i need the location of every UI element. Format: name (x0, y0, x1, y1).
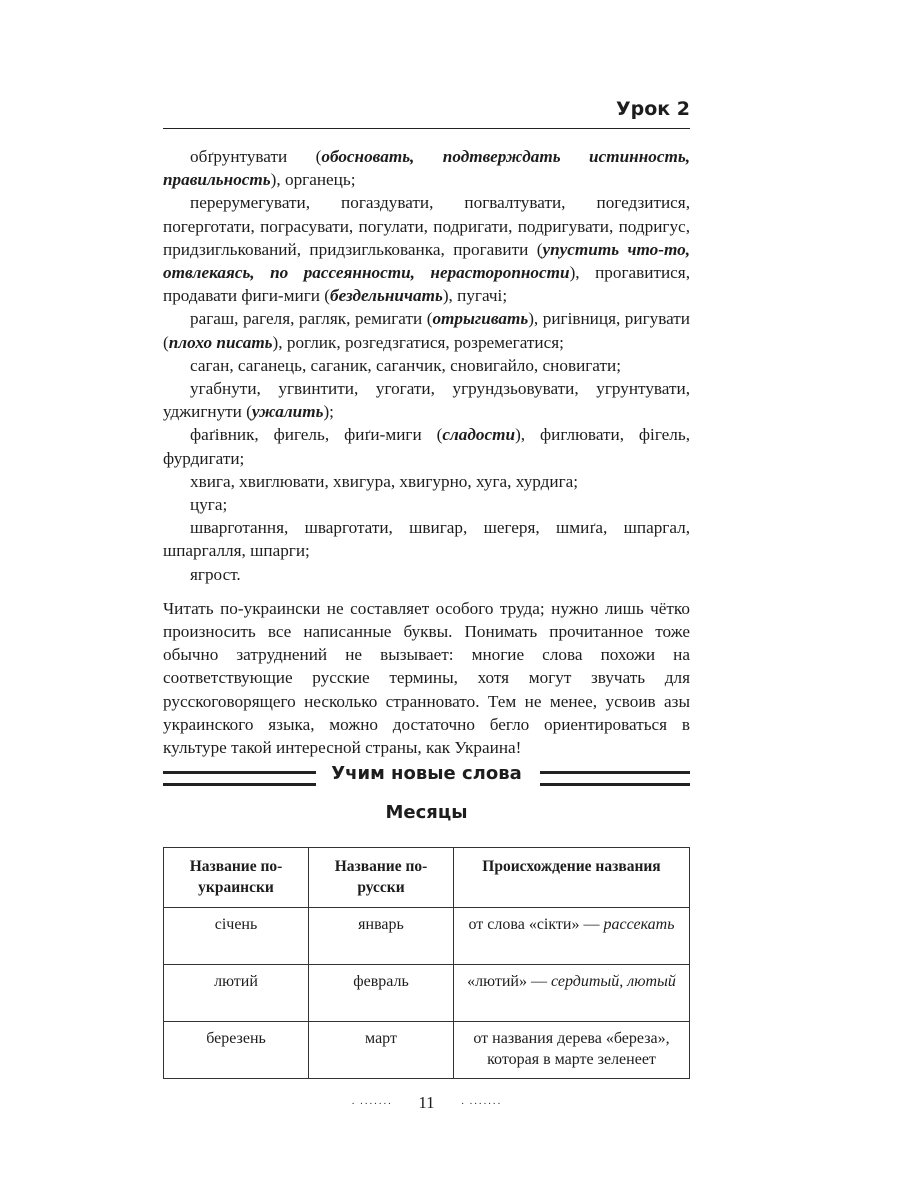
text-run: рагаш, рагеля, рагляк, ремигати ( (190, 309, 433, 329)
lesson-title: Урок 2 (615, 98, 690, 120)
italic-gloss: упустить что-то, отвлекаясь, по рассеянности, нерасторопности (163, 239, 690, 283)
text-run: ягрост. (190, 564, 241, 584)
table-row (164, 965, 690, 1022)
cell-origin (454, 965, 690, 1022)
italic-gloss: бездельничать (330, 286, 443, 306)
header-ukrainian-name: Название по-украински (164, 848, 309, 908)
footer-dots-right: · ······· (460, 1098, 502, 1111)
word-list-paragraph (163, 145, 690, 191)
text-run: ), прогавитися, продавати фиги-миги ( (163, 263, 690, 306)
table-row (164, 1022, 690, 1079)
cell-ukrainian-name: лютий (164, 965, 309, 1022)
word-lists (163, 145, 690, 586)
italic-gloss: сладости (442, 425, 516, 445)
word-list-paragraph (163, 354, 690, 377)
text-run: ), ригівниця, ригувати ( (163, 309, 690, 352)
italic-gloss: рассекать (603, 916, 675, 933)
text-run: цуга; (190, 495, 228, 515)
header-divider (163, 128, 690, 129)
text-run: от названия дерева «береза», которая в марте зеленеет (473, 1030, 670, 1068)
cell-ukrainian-name: березень (164, 1022, 309, 1079)
word-list-paragraph (163, 470, 690, 493)
italic-gloss: обосновать, подтверждать истинность, правильность (163, 147, 690, 190)
cell-russian-name: февраль (309, 965, 454, 1022)
word-list-paragraph (163, 563, 690, 586)
months-table (163, 847, 690, 1079)
word-list-paragraph (163, 516, 690, 562)
footer-dots-left: · ······· (351, 1098, 393, 1111)
word-list-paragraph (163, 493, 690, 516)
table-header-row (164, 848, 690, 908)
text-run: ); (323, 402, 334, 422)
text-run: хвига, хвиглювати, хвигура, хвигурно, хуга, хурдига; (190, 471, 579, 491)
text-run: фаґівник, фигель, фиґи-миги ( (190, 425, 443, 445)
italic-gloss: плохо писать (168, 332, 273, 352)
cell-origin (454, 908, 690, 965)
page-footer (163, 1093, 690, 1113)
table-row (164, 908, 690, 965)
word-list-paragraph (163, 377, 690, 423)
text-run: шварготання, шварготати, швигар, шегеря, шмиґа, шпаргал, шпаргалля, шпарги; (163, 518, 690, 561)
text-run: саган, саганець, саганик, саганчик, сновигайло, сновигати; (190, 355, 621, 375)
word-list-paragraph (163, 423, 690, 469)
word-list-paragraph (163, 307, 690, 353)
word-list-paragraph (163, 191, 690, 307)
italic-gloss: отрыгивать (432, 309, 529, 329)
text-run: ), органець; (270, 170, 356, 190)
text-run: угабнути, угвинтити, угогати, угрундзьовувати, угрунтувати, уджигнути ( (163, 379, 690, 422)
section-title: Учим новые слова (331, 763, 522, 784)
cell-russian-name: март (309, 1022, 454, 1079)
text-run: обґрунтувати ( (190, 147, 322, 166)
section-band (163, 762, 690, 792)
cell-russian-name: январь (309, 908, 454, 965)
header-origin: Происхождение названия (454, 848, 690, 908)
page-number: 11 (418, 1093, 435, 1112)
text-run: «лютий» — (467, 973, 551, 990)
body-paragraph: Читать по-украински не составляет особого труда; нужно лишь чётко произносить все написанные буквы. Понимать прочитанное тоже обычно затруднений не вызывает: многие слова похожи на соответствующие русские термины, хотя могут звучать для русскоговорящего несколько странновато. Тем не менее, усвоив азы украинского языка, можно достаточно бегло ориентироваться в культуре такой интересной страны, как Украина! (163, 598, 690, 758)
text-block (163, 145, 690, 759)
text-run: от слова «сікти» — (468, 916, 604, 933)
italic-gloss: сердитый, лютый (550, 973, 676, 990)
table-body (164, 908, 690, 1079)
italic-gloss: ужалить (251, 402, 324, 422)
cell-origin (454, 1022, 690, 1079)
table-title: Месяцы (385, 802, 468, 823)
text-run: ), пугачі; (442, 286, 508, 306)
text-run: ), фиглювати, фігель, фурдигати; (163, 425, 690, 468)
cell-ukrainian-name: січень (164, 908, 309, 965)
text-run: перерумегувати, погаздувати, погвалтувати, погедзитися, погерготати, пограсувати, погулати, подригати, подригувати, подригус, придзиглькований, придзиглькованка, прогавити ( (163, 193, 690, 259)
text-run: ), роглик, розгедзгатися, розремегатися; (272, 332, 564, 352)
header-russian-name: Название по-русски (309, 848, 454, 908)
